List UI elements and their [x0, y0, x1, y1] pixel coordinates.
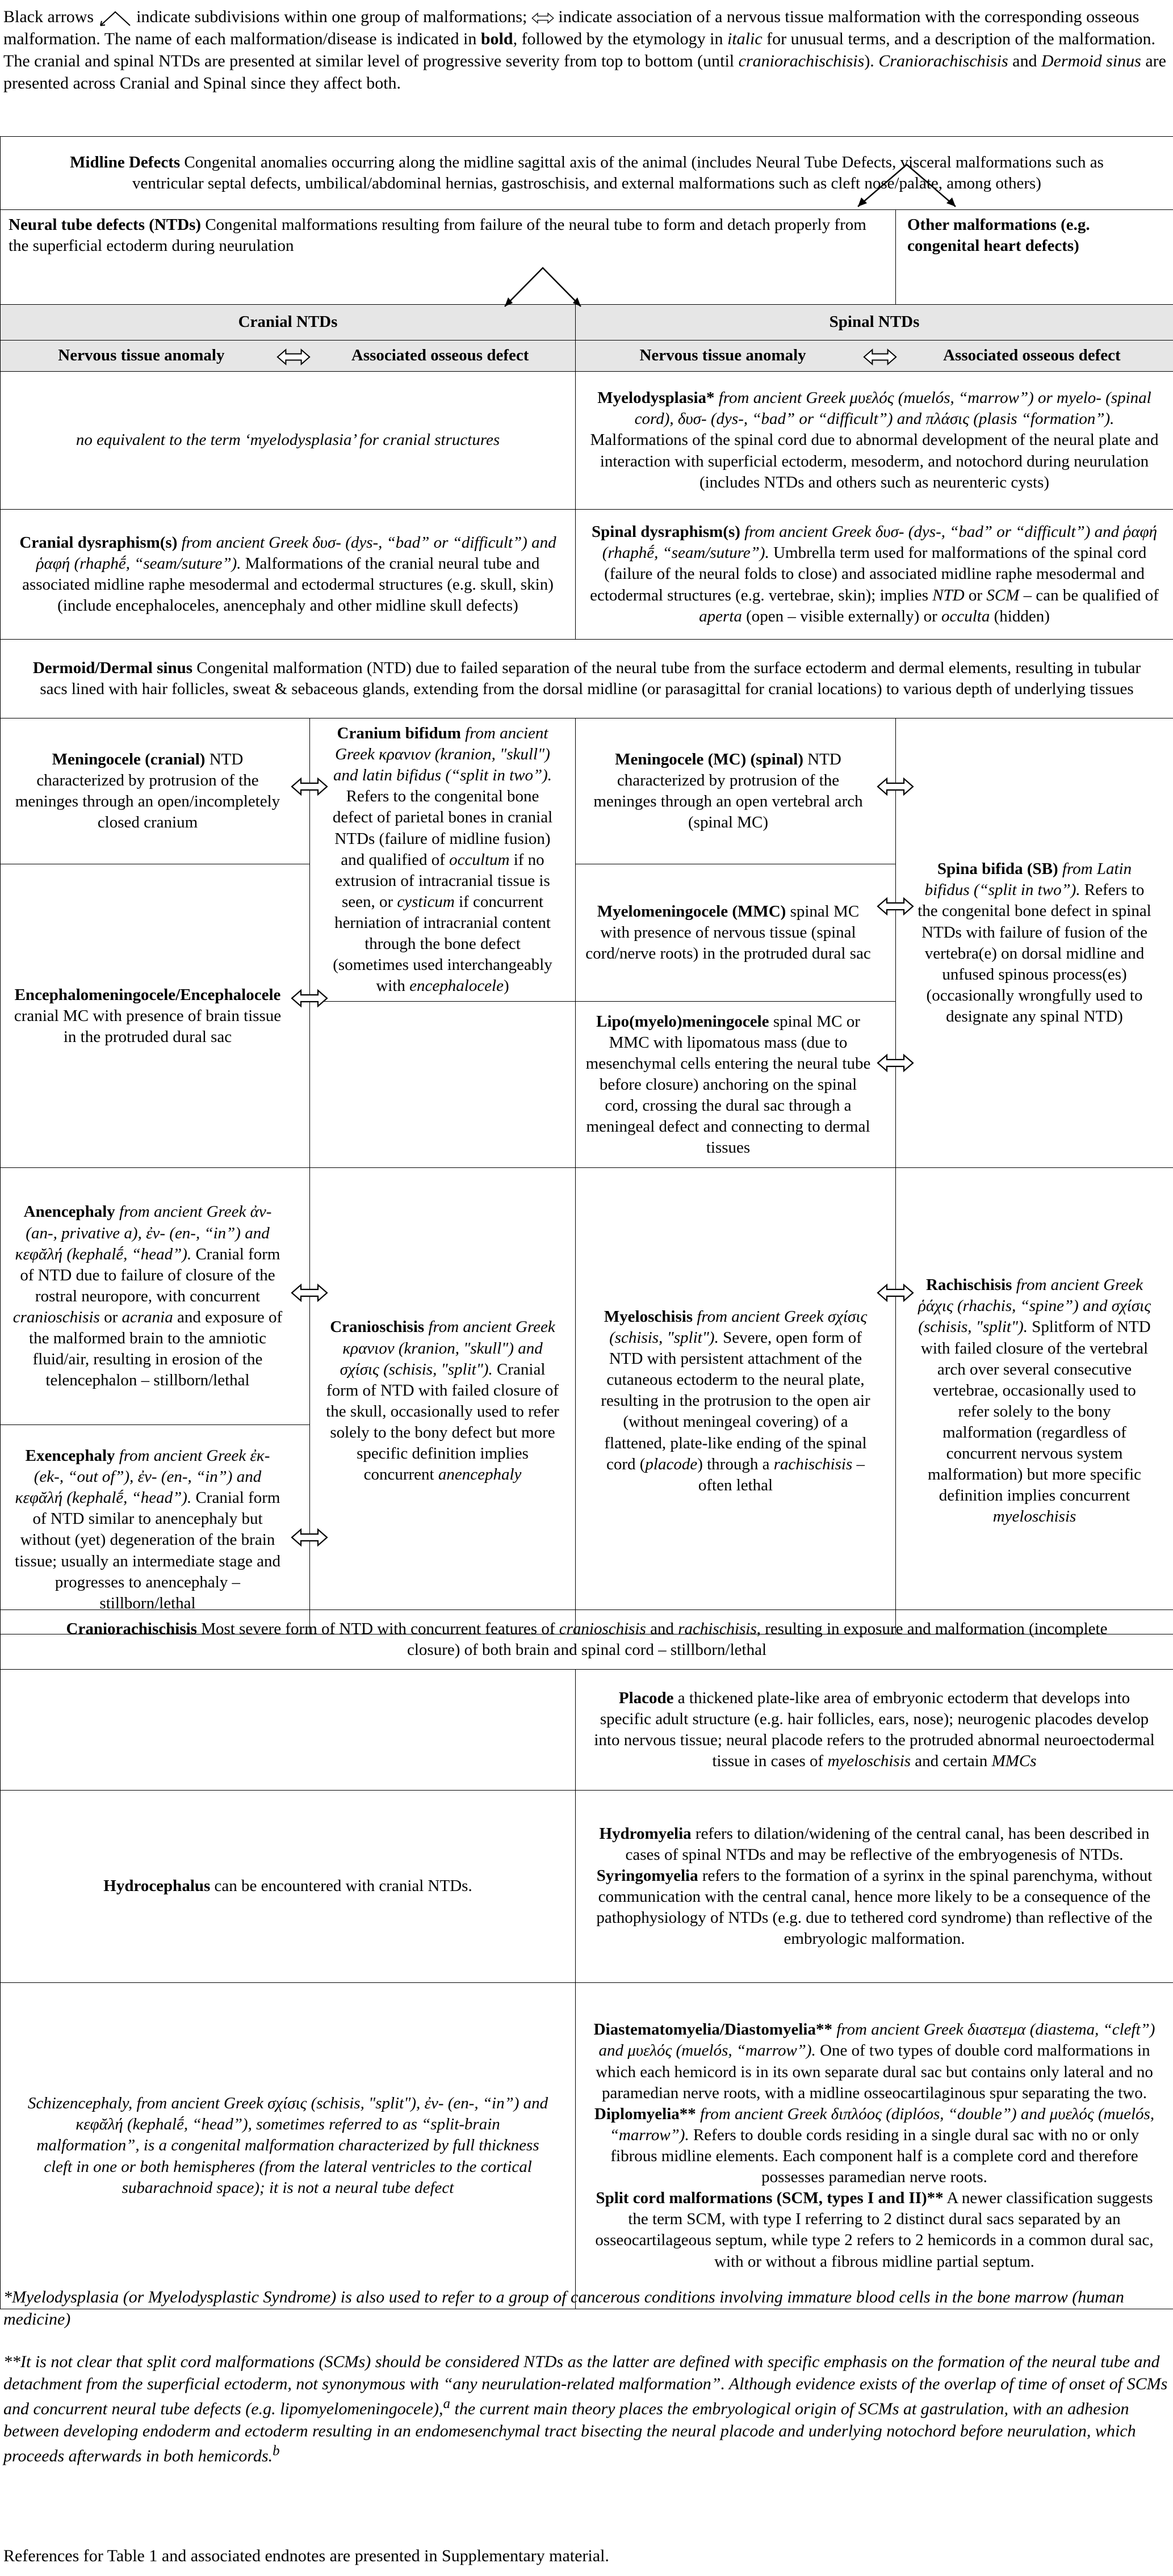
double-arrow-icon [877, 896, 914, 917]
footnote-scm: **It is not clear that split cord malformations (SCMs) should be considered NTDs as the latter are defined with specific emphasis on the formation of the neural tube and detachment from the superficial ectoderm, not synonymous with “any neurulation-related malformation”. Although evidence exists of the overlap of time of onset of SCMs and concurrent neural tube defects (e.g. lipomyelomeningocele),$^a$ the current main theory places the embryological origin of SCMs at gastrulation, with an adhesion between developing endoderm and ectoderm resulting in an endomesenchymal tract bisecting the neural placode and underlying notochord before neurulation, which proceeds afterwards in both hemicords.$^b$ [3, 2352, 1168, 2465]
double-arrow-icon [291, 776, 328, 797]
spina-bifida-cell: Spina bifida (SB) from Latin bifidus (“split in two”). Refers to the congenital bone defect in spinal NTDs with failure of fusion of the vertebra(e) on dorsal midline and unfused spinous process(es) (occasionally wrongfully used to designate any spinal NTD) [896, 718, 1173, 1168]
ntd-associated-table [0, 1610, 1173, 2309]
myeloschisis-cell: Myeloschisis from ancient Greek σχίσις (schisis, "split"). Severe, open form of NTD with persistent attachment of the cutaneous ectoderm to the neural plate, resulting in the protrusion to the open air (without meningeal covering) of a flattened, plate-like ending of the spinal cord (placode) through a rachischisis – often lethal [576, 1168, 896, 1634]
double-arrow-icon [291, 1527, 328, 1548]
cranial-dysraphism-cell: Cranial dysraphism(s) from ancient Greek δυσ- (dys-, “bad” or “difficult”) and ῥαφή (rhaphḗ, “seam/suture”). Malformations of the cranial neural tube and associated midline raphe mesodermal and ectodermal structures (e.g. skull, skin) (include encephaloceles, anencephaly and other midline skull defects) [1, 510, 576, 640]
hydromyelia-syringomyelia-cell [576, 1791, 1173, 1983]
intro-paragraph: Black arrows indicate subdivisions within one group of malformations; indicate association of a nervous tissue malformation with the corresponding osseous malformation. The name of each malformation/disease is indicated in bold, followed by the etymology in italic for unusual terms, and a description of the malformation. The cranial and spinal NTDs are presented at similar level of progressive severity from top to bottom (until craniorachischisis). Craniorachischisis and Dermoid sinus are presented across Cranial and Spinal since they affect both. [3, 7, 1166, 93]
myelomeningocele-cell: Myelomeningocele (MMC) spinal MC with presence of nervous tissue (spinal cord/nerve roots) in the protruded dural sac [576, 864, 896, 1002]
double-arrow-icon [877, 776, 914, 797]
dermoid-sinus-cell: Dermoid/Dermal sinus Congenital malformation (NTD) due to failed separation of the neural tube from the surface ectoderm and dermal elements, resulting in tubular sacs lined with hair follicles, sweat & sebaceous glands, extending from the dorsal midline (or parasagittal for cranial locations) to various depth of underlying tissues [1, 640, 1173, 718]
cranium-bifidum-cell: Cranium bifidum from ancient Greek κρανιον (kranion, "skull") and latin bifidus (“split in two”). Refers to the congenital bone defect of parietal bones in cranial NTDs (failure of midline fusion) and qualified of occultum if no extrusion of intracranial tissue is seen, or cysticum if concurrent herniation of intracranial content through the bone defect (sometimes used interchangeably with encephalocele) [310, 718, 576, 1002]
meningocele-cranial-cell: Meningocele (cranial) NTD characterized by protrusion of the meninges through an open/incompletely closed cranium [1, 718, 310, 864]
cranial-subheader: Nervous tissue anomaly Associated osseous defect [1, 341, 576, 372]
syringomyelia-text: Syringomyelia refers to the formation of a syrinx in the spinal parenchyma, without communication with the central canal, hence more likely to be a consequence of the pathophysiology of NTDs (e.g. due to tethered cord syndrome) than reflective of the embryologic malformation. [596, 1866, 1153, 1948]
ntd-classification-table [0, 136, 1173, 1634]
cranial-myelodysplasia-cell: no equivalent to the term ‘myelodysplasia’ for cranial structures [1, 372, 576, 510]
midline-defects-cell: Midline Defects Congenital anomalies occurring along the midline sagittal axis of the animal (includes Neural Tube Defects, visceral malformations such as ventricular septal defects, umbilical/abdominal hernias, gastroschisis, and external malformations such as cleft nose/palate, among others) [1, 137, 1173, 210]
footnote-myelodysplasia: *Myelodysplasia (or Myelodysplastic Syndrome) is also used to refer to a group of cancerous conditions involving immature blood cells in the bone marrow (human medicine) [3, 2288, 1124, 2329]
myelodysplasia-cell: Myelodysplasia* from ancient Greek μυελός (muelós, “marrow”) or myelo- (spinal cord), δυσ- (dys-, “bad” or “difficult”) and πλάσις (plasis “formation”). Malformations of the spinal cord due to abnormal development of the neural plate and interaction with superficial ectoderm, mesoderm, and notochord during neurulation (includes NTDs and others such as neurenteric cysts) [576, 372, 1173, 510]
split-arrow-icon [500, 262, 585, 313]
diplomyelia-text: Diplomyelia** from ancient Greek διπλόος (diplóos, “double”) and μυελός (muelós, “marrow”). Refers to double cords residing in a single dural sac with no or only fibrous midline elements. Each component half is a complete cord and therefore possesses paramedian nerve roots. [594, 2104, 1155, 2187]
meningocele-spinal-cell: Meningocele (MC) (spinal) NTD characterized by protrusion of the meninges through an open vertebral arch (spinal MC) [576, 718, 896, 864]
cranial-ntds-header: Cranial NTDs [1, 305, 576, 341]
double-cord-cell [576, 1983, 1173, 2309]
double-arrow-icon [531, 11, 554, 25]
empty-cell [1, 1670, 576, 1791]
references-note: References for Table 1 and associated endnotes are presented in Supplementary material. [3, 2546, 609, 2565]
rachischisis-cell: Rachischisis from ancient Greek ῥάχις (rhachis, “spine”) and σχίσις (schisis, "split"). Splitform of NTD with failed closure of the vertebral arch over several consecutive vertebrae, occasionally used to refer solely to the bony malformation (regardless of concurrent nervous system malformation) but more specific definition implies concurrent myeloschisis [896, 1168, 1173, 1634]
split-arrow-icon [850, 158, 963, 215]
double-arrow-icon [291, 988, 328, 1008]
double-arrow-icon [877, 1053, 914, 1073]
spinal-subheader: Nervous tissue anomaly Associated osseous defect [576, 341, 1173, 372]
spinal-dysraphism-cell: Spinal dysraphism(s) from ancient Greek δυσ- (dys-, “bad” or “difficult”) and ῥαφή (rhaphḗ, “seam/suture”). Umbrella term used for malformations of the spinal cord (failure of the neural folds to close) and associated midline raphe mesodermal and ectodermal structures (e.g. vertebrae, skin); implies NTD or SCM – can be qualified of aperta (open – visible externally) or occulta (hidden) [576, 510, 1173, 640]
lipomeningocele-cell: Lipo(myelo)meningocele spinal MC or MMC with lipomatous mass (due to mesenchymal cells entering the neural tube before closure) anchoring on the spinal cord, crossing the dural sac through a meningeal defect and connecting to dermal tissues [576, 1002, 896, 1168]
hydromyelia-text: Hydromyelia refers to dilation/widening of the central canal, has been described in cases of spinal NTDs and may be reflective of the embryogenesis of NTDs. [599, 1824, 1150, 1864]
scm-text: Split cord malformations (SCM, types I and II)** A newer classification suggests the term SCM, with type I referring to 2 distinct dural sacs separated by an osseocartilageous septum, while type 2 refers to 2 hemicords in a common dural sac, with or without a fibrous midline partial septum. [595, 2189, 1154, 2271]
placode-cell: Placode a thickened plate-like area of embryonic ectoderm that develops into specific adult structure (e.g. hair follicles, ears, nose); neurogenic placodes develop into nervous tissue; neural placode refers to the protruded abnormal neuroectodermal tissue in cases of myeloschisis and certain MMCs [576, 1670, 1173, 1791]
double-arrow-icon [863, 347, 897, 367]
hydrocephalus-cell: Hydrocephalus can be encountered with cranial NTDs. [1, 1791, 576, 1983]
spinal-ntds-header: Spinal NTDs [576, 305, 1173, 341]
schizencephaly-cell: Schizencephaly, from ancient Greek σχίσις (schisis, "split"), ἐν- (en-, “in”) and κεφᾰλή (kephalḗ, “head”), sometimes referred to as “split-brain malformation”, is a congenital malformation characterized by full thickness cleft in one or both hemispheres (from the lateral ventricles to the cortical subarachnoid space); it is not a neural tube defect [1, 1983, 576, 2309]
other-malformations-cell: Other malformations (e.g. congenital heart defects) [896, 210, 1173, 305]
split-arrow-icon [98, 10, 132, 27]
anencephaly-cell: Anencephaly from ancient Greek ἀν- (an-, privative a), ἐν- (en-, “in”) and κεφᾰλή (kephalḗ, “head”). Cranial form of NTD due to failure of closure of the rostral neuropore, with concurrent cranioschisis or acrania and exposure of the malformed brain to the amniotic fluid/air, resulting in erosion of the telencephalon – stillborn/lethal [1, 1168, 310, 1425]
encephalomeningocele-cell: Encephalomeningocele/Encephalocele cranial MC with presence of brain tissue in the protruded dural sac [1, 864, 310, 1168]
double-arrow-icon [291, 1283, 328, 1303]
cranioschisis-cell: Cranioschisis from ancient Greek κρανιον (kranion, "skull") and σχίσις (schisis, "split"). Cranial form of NTD with failed closure of the skull, occasionally used to refer solely to the bony defect but more specific definition implies concurrent anencephaly [310, 1168, 576, 1634]
exencephaly-cell: Exencephaly from ancient Greek ἐκ- (ek-, “out of”), ἐν- (en-, “in”) and κεφᾰλή (kephalḗ, “head”). Cranial form of NTD similar to anencephaly but without (yet) degeneration of the brain tissue; usually an intermediate stage and progresses to anencephaly – stillborn/lethal [1, 1425, 310, 1634]
double-arrow-icon [877, 1283, 914, 1303]
diastematomyelia-text: Diastematomyelia/Diastomyelia** from ancient Greek διαστεμα (diastema, “cleft”) and μυελός (muelós, “marrow”). One of two types of double cord malformations in which each hemicord is in its own separate dural sac but contains only lateral and no paramedian nerve roots, with a midline osseocartilaginous spur separating the two. [593, 2020, 1155, 2102]
double-arrow-icon [277, 347, 311, 367]
craniorachischisis-cell: Craniorachischisis Most severe form of NTD with concurrent features of cranioschisis and rachischisis, resulting in exposure and malformation (incomplete closure) of both brain and spinal cord – stillborn/lethal [1, 1610, 1173, 1670]
ntd-cell: Neural tube defects (NTDs) Congenital malformations resulting from failure of the neural tube to form and detach properly from the superficial ectoderm during neurulation [1, 210, 896, 305]
